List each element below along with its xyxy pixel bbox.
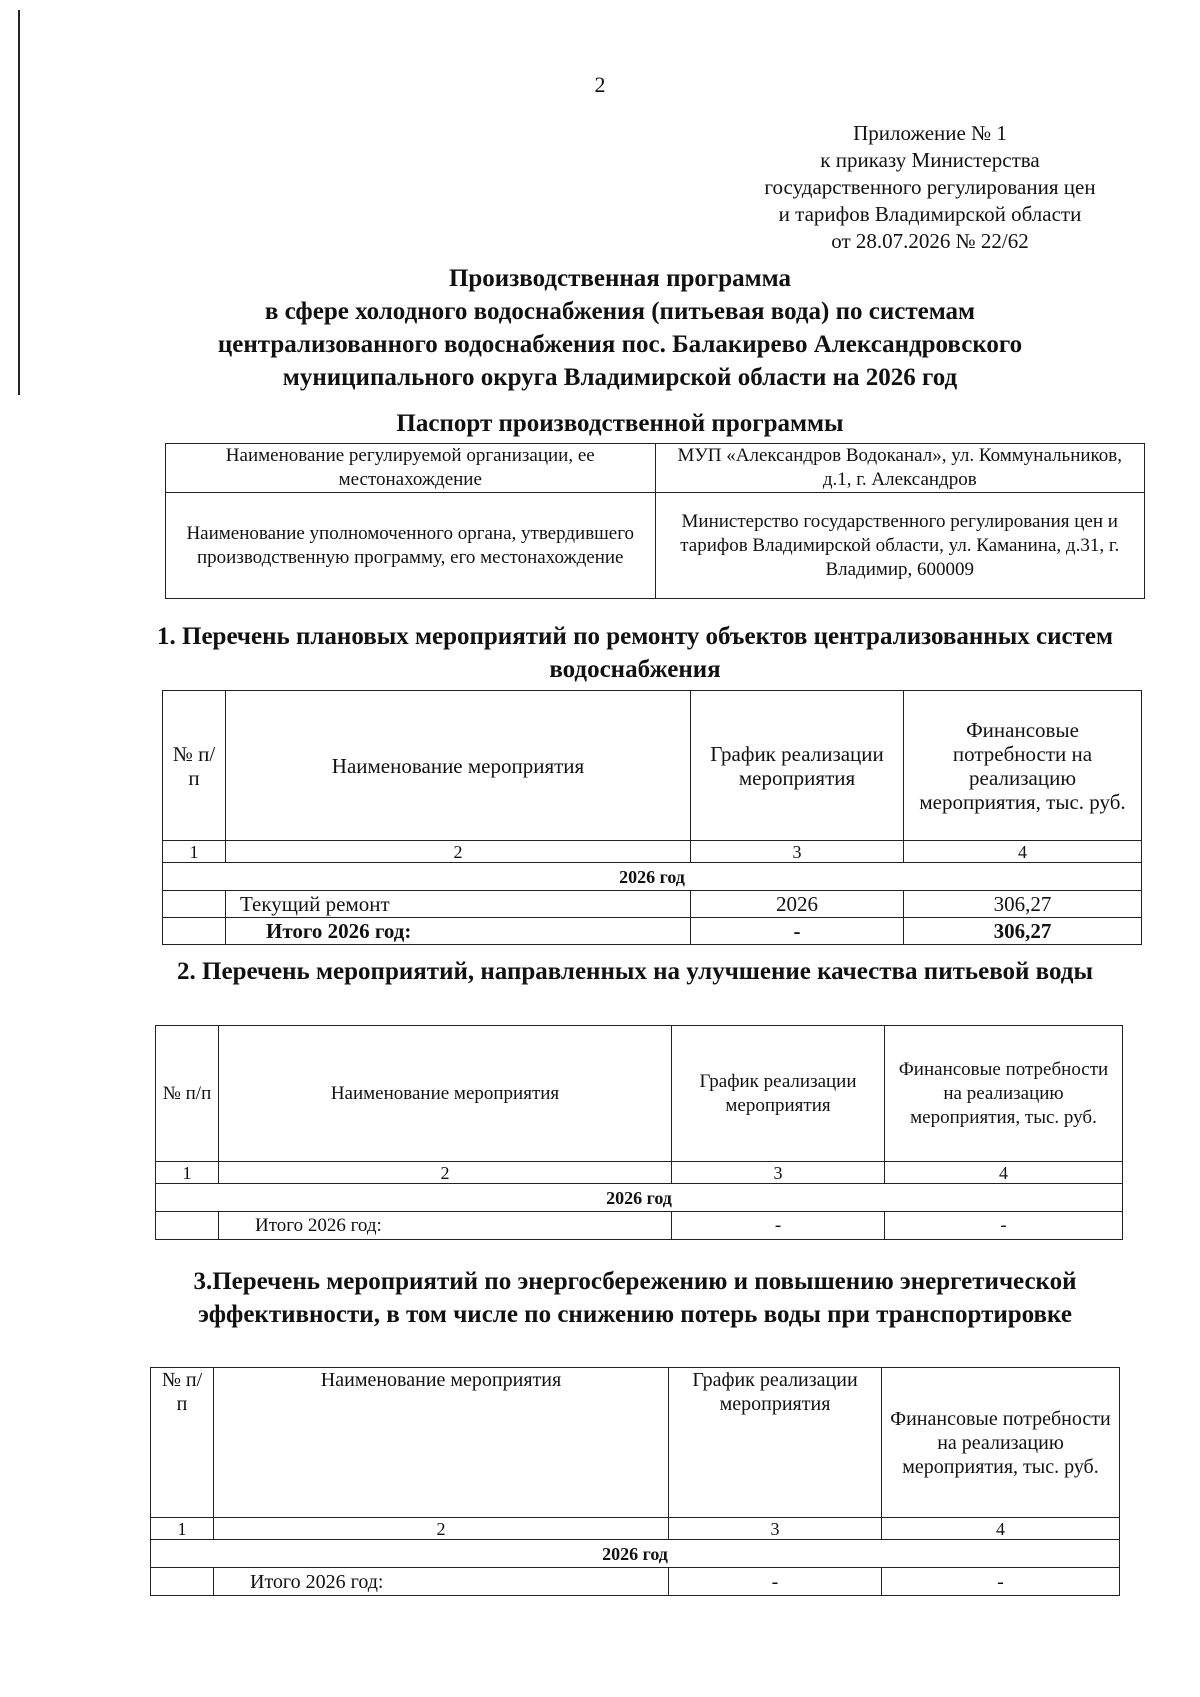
table-row (166, 493, 1145, 599)
appendix-line: государственного регулирования цен (764, 175, 1096, 199)
col-number: 2 (214, 1518, 669, 1540)
total-label: Итого 2026 год: (219, 1212, 672, 1240)
total-label: Итого 2026 год: (214, 1568, 669, 1596)
column-numbers-row (151, 1518, 1120, 1540)
year-row (151, 1540, 1120, 1568)
scan-margin-line (18, 10, 20, 395)
table-header-row (151, 1368, 1120, 1518)
appendix-line: Приложение № 1 (853, 121, 1007, 145)
document-title (130, 262, 1110, 394)
measure-name: Текущий ремонт (226, 891, 691, 918)
col-number: 3 (669, 1518, 882, 1540)
appendix-line: и тарифов Владимирской области (778, 202, 1082, 226)
column-numbers-row (156, 1162, 1123, 1184)
year-row (163, 863, 1142, 891)
total-row (151, 1568, 1120, 1596)
passport-value: МУП «Александров Водоканал», ул. Коммунальников, д.1, г. Александров (655, 444, 1145, 493)
title-line: муниципального округа Владимирской области на 2026 год (282, 364, 958, 391)
year-label: 2026 год (156, 1184, 1123, 1212)
table-row (163, 891, 1142, 918)
year-row (156, 1184, 1123, 1212)
energy-saving-measures-table (150, 1367, 1120, 1596)
water-quality-measures-table (155, 1025, 1123, 1240)
repair-measures-table (162, 690, 1142, 945)
col-header-number: № п/п (151, 1368, 214, 1518)
total-row (156, 1212, 1123, 1240)
title-line: в сфере холодного водоснабжения (питьевая вода) по системам (264, 298, 976, 325)
total-amount: - (885, 1212, 1123, 1240)
col-number: 3 (691, 841, 904, 863)
col-header-schedule: График реализации мероприятия (691, 691, 904, 841)
section-title: 2. Перечень мероприятий, направленных на улучшение качества питьевой воды (177, 958, 1093, 985)
year-label: 2026 год (163, 863, 1142, 891)
col-header-name: Наименование мероприятия (214, 1368, 669, 1518)
measure-schedule: 2026 (691, 891, 904, 918)
col-number: 1 (163, 841, 226, 863)
col-number: 4 (885, 1162, 1123, 1184)
passport-title: Паспорт производственной программы (396, 410, 844, 437)
passport-value: Министерство государственного регулирования цен и тарифов Владимирской области, ул. Каманина, д.31, г. Владимир, 600009 (655, 493, 1145, 599)
section-title: 1. Перечень плановых мероприятий по ремонту объектов централизованных систем водоснабжения (157, 623, 1113, 683)
col-header-schedule: График реализации мероприятия (669, 1368, 882, 1518)
total-label: Итого 2026 год: (226, 918, 691, 945)
row-number (163, 891, 226, 918)
appendix-block (700, 120, 1160, 255)
table-header-row (156, 1026, 1123, 1162)
appendix-line: к приказу Министерства (820, 148, 1040, 172)
column-numbers-row (163, 841, 1142, 863)
passport-label: Наименование уполномоченного органа, утвердившего производственную программу, его местонахождение (166, 493, 656, 599)
total-schedule: - (669, 1568, 882, 1596)
col-number: 4 (904, 841, 1142, 863)
col-header-name: Наименование мероприятия (226, 691, 691, 841)
col-number: 1 (151, 1518, 214, 1540)
passport-label: Наименование регулируемой организации, ее местонахождение (166, 444, 656, 493)
total-amount: - (882, 1568, 1120, 1596)
title-line: централизованного водоснабжения пос. Балакирево Александровского (217, 331, 1023, 358)
table-header-row (163, 691, 1142, 841)
col-header-amount: Финансовые потребности на реализацию мероприятия, тыс. руб. (885, 1026, 1123, 1162)
appendix-line: от 28.07.2026 № 22/62 (831, 229, 1029, 253)
measure-amount: 306,27 (904, 891, 1142, 918)
col-number: 3 (672, 1162, 885, 1184)
row-number (151, 1568, 214, 1596)
total-schedule: - (691, 918, 904, 945)
table-row (166, 444, 1145, 493)
row-number (163, 918, 226, 945)
col-number: 1 (156, 1162, 219, 1184)
col-header-number: № п/п (163, 691, 226, 841)
col-header-schedule: График реализации мероприятия (672, 1026, 885, 1162)
year-label: 2026 год (151, 1540, 1120, 1568)
title-line: Производственная программа (448, 265, 792, 292)
col-header-amount: Финансовые потребности на реализацию мероприятия, тыс. руб. (904, 691, 1142, 841)
col-header-name: Наименование мероприятия (219, 1026, 672, 1162)
total-amount: 306,27 (904, 918, 1142, 945)
page-number: 2 (594, 72, 606, 97)
total-schedule: - (672, 1212, 885, 1240)
total-row (163, 918, 1142, 945)
row-number (156, 1212, 219, 1240)
col-header-number: № п/п (156, 1026, 219, 1162)
section-title: 3.Перечень мероприятий по энергосбережению и повышению энергетической эффективности, в том числе по снижению потерь воды при транспортировке (193, 1268, 1077, 1328)
col-number: 2 (219, 1162, 672, 1184)
col-header-amount: Финансовые потребности на реализацию мероприятия, тыс. руб. (882, 1368, 1120, 1518)
passport-table (165, 443, 1145, 599)
col-number: 2 (226, 841, 691, 863)
col-number: 4 (882, 1518, 1120, 1540)
